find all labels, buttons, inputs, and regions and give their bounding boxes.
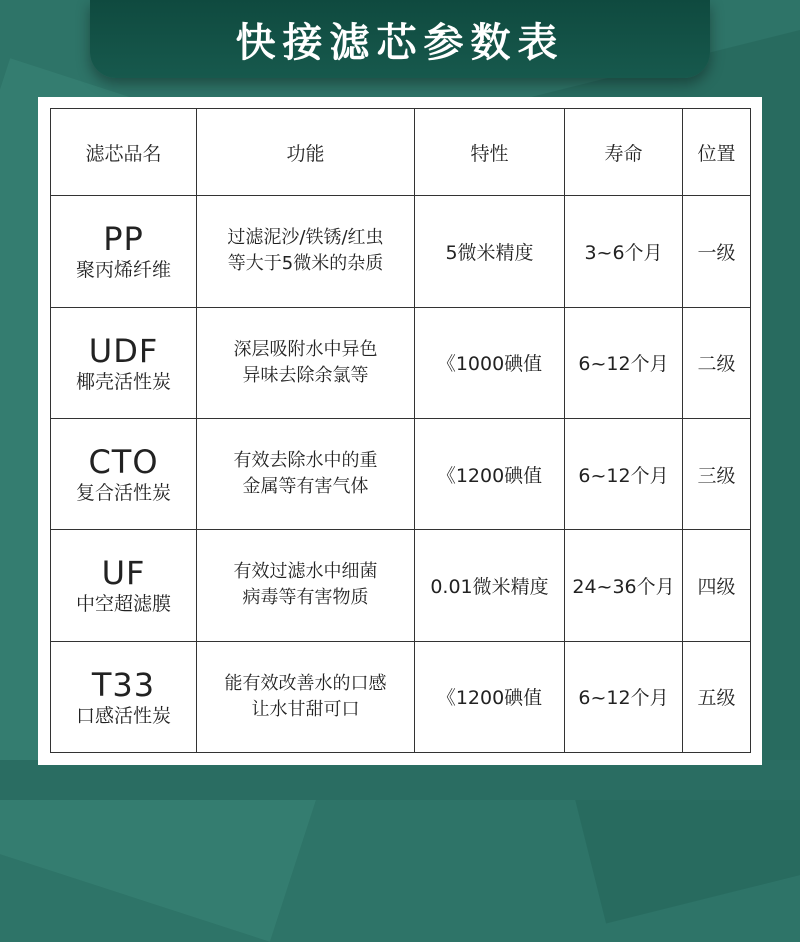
filter-name-cell xyxy=(51,641,197,752)
function-cell xyxy=(197,641,415,752)
filter-name-cell xyxy=(51,530,197,641)
lifespan-cell: 6~12个月 xyxy=(565,307,683,418)
position-cell: 二级 xyxy=(683,307,751,418)
page-title: 快接滤芯参数表 xyxy=(235,19,565,66)
filter-material: 椰壳活性炭 xyxy=(75,370,171,393)
column-header-position: 位置 xyxy=(683,109,751,196)
function-cell xyxy=(197,196,415,307)
table-row xyxy=(51,530,751,641)
column-header-feature: 特性 xyxy=(415,109,565,196)
filter-code: UF xyxy=(101,554,146,593)
filter-name-cell xyxy=(51,307,197,418)
filter-code: CTO xyxy=(88,443,159,482)
function-line: 有效过滤水中细菌 xyxy=(233,561,378,583)
position-cell: 一级 xyxy=(683,196,751,307)
background-strip-bottom xyxy=(0,760,800,800)
lifespan-cell: 6~12个月 xyxy=(565,641,683,752)
function-cell xyxy=(197,307,415,418)
function-cell xyxy=(197,530,415,641)
filter-material: 中空超滤膜 xyxy=(75,593,171,616)
function-line: 金属等有害气体 xyxy=(242,476,369,498)
feature-cell: 0.01微米精度 xyxy=(415,530,565,641)
filter-material: 口感活性炭 xyxy=(75,704,171,727)
position-cell: 三级 xyxy=(683,418,751,529)
position-cell: 四级 xyxy=(683,530,751,641)
table-row xyxy=(51,641,751,752)
filter-material: 聚丙烯纤维 xyxy=(75,259,171,282)
filter-name-cell xyxy=(51,196,197,307)
spec-table-panel xyxy=(38,97,762,765)
lifespan-cell: 6~12个月 xyxy=(565,418,683,529)
function-cell xyxy=(197,418,415,529)
feature-cell: 《1200碘值 xyxy=(415,641,565,752)
function-line: 异味去除余氯等 xyxy=(242,364,369,386)
function-line: 深层吸附水中异色 xyxy=(233,338,378,360)
function-line: 有效去除水中的重 xyxy=(233,450,378,472)
title-banner xyxy=(90,0,710,78)
function-line: 过滤泥沙/铁锈/红虫 xyxy=(227,227,384,249)
lifespan-cell: 3~6个月 xyxy=(565,196,683,307)
function-line: 病毒等有害物质 xyxy=(242,587,369,609)
column-header-lifespan: 寿命 xyxy=(565,109,683,196)
feature-cell: 《1000碘值 xyxy=(415,307,565,418)
filter-code: UDF xyxy=(88,331,159,370)
column-header-function: 功能 xyxy=(197,109,415,196)
column-header-name: 滤芯品名 xyxy=(51,109,197,196)
filter-spec-table xyxy=(50,108,751,753)
table-row xyxy=(51,307,751,418)
lifespan-cell: 24~36个月 xyxy=(565,530,683,641)
table-header-row xyxy=(51,109,751,196)
function-line: 让水甘甜可口 xyxy=(251,698,360,720)
table-row xyxy=(51,418,751,529)
filter-name-cell xyxy=(51,418,197,529)
feature-cell: 5微米精度 xyxy=(415,196,565,307)
filter-material: 复合活性炭 xyxy=(75,482,171,505)
table-row xyxy=(51,196,751,307)
filter-code: PP xyxy=(103,220,144,259)
function-line: 能有效改善水的口感 xyxy=(224,672,387,694)
function-line: 等大于5微米的杂质 xyxy=(227,253,384,275)
filter-code: T33 xyxy=(91,665,156,704)
feature-cell: 《1200碘值 xyxy=(415,418,565,529)
position-cell: 五级 xyxy=(683,641,751,752)
